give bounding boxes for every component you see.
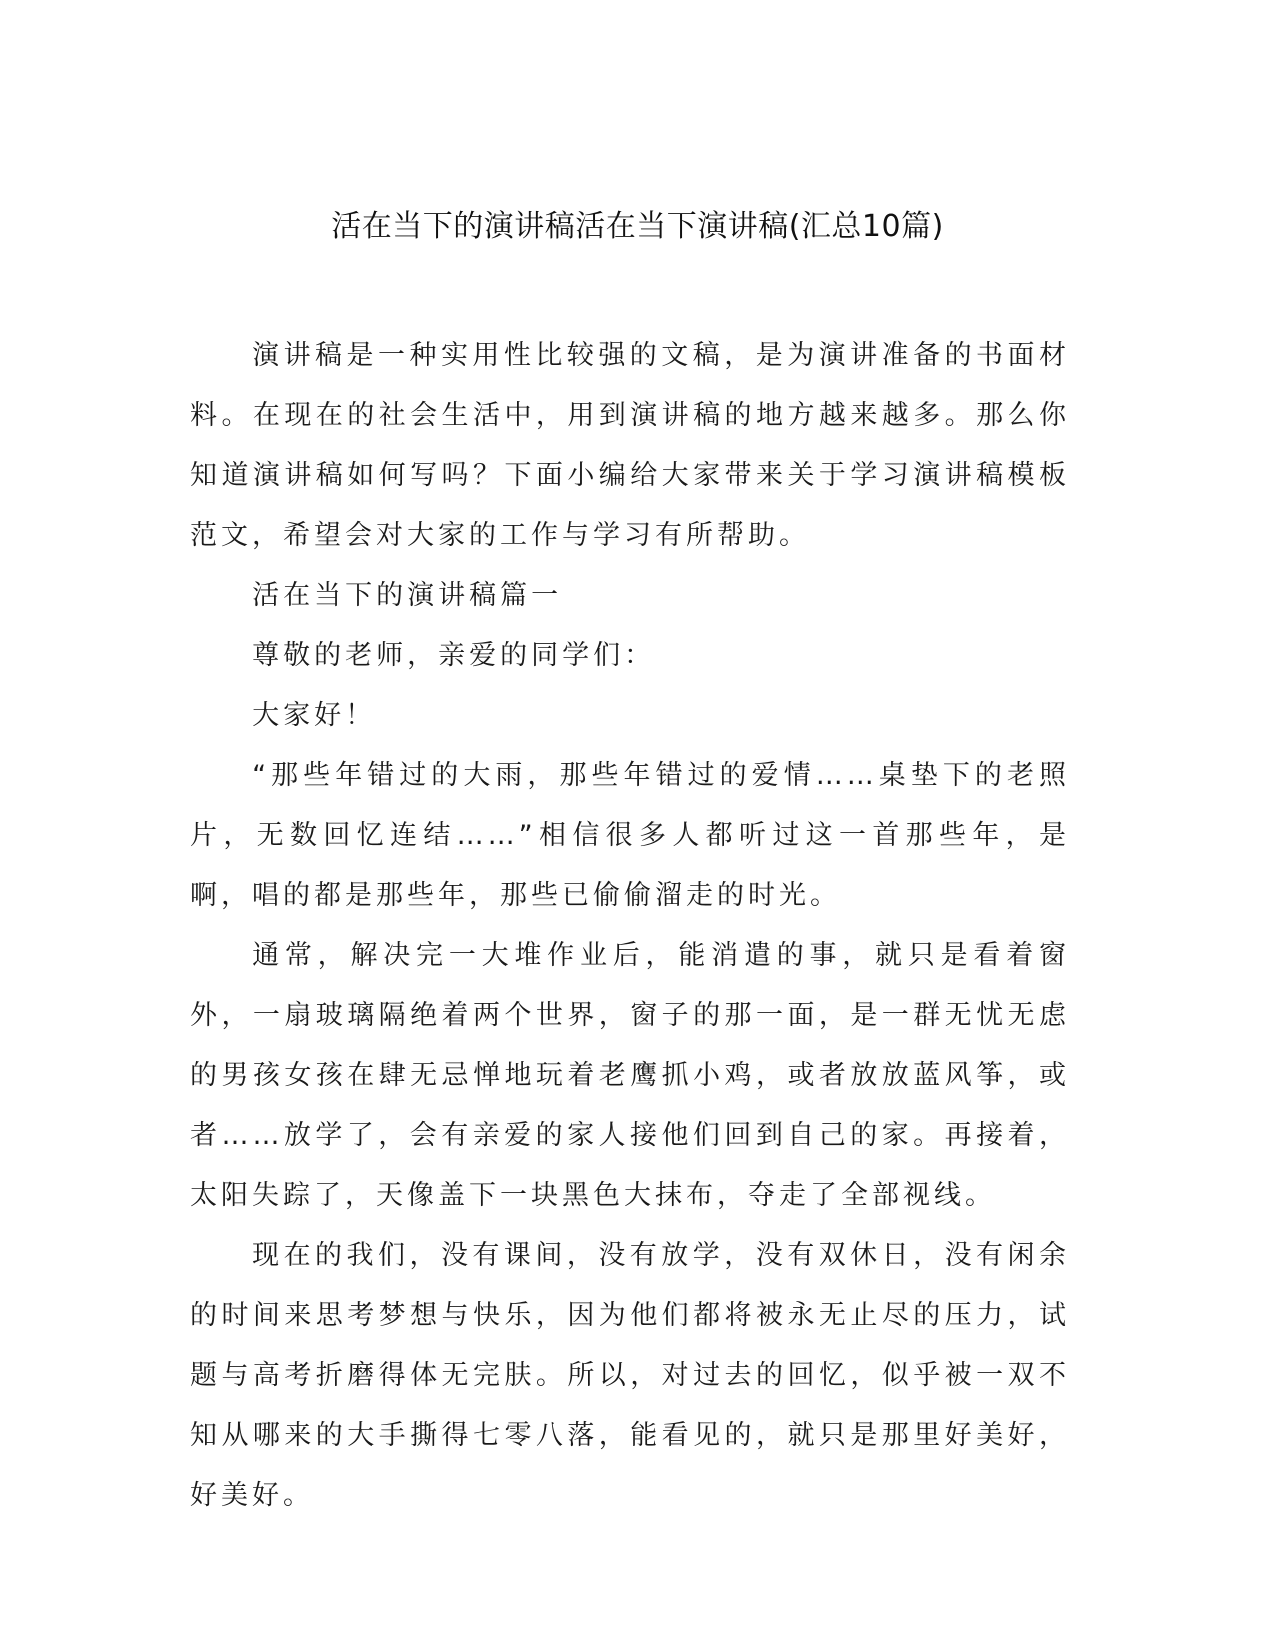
greeting: 大家好！ xyxy=(252,700,377,731)
body-paragraph-2: 通常，解决完一大堆作业后，能消遣的事，就只是看着窗外，一扇玻璃隔绝着两个世界，窗子的那一面，是一群无忧无虑的男孩女孩在肆无忌惮地玩着老鹰抓小鸡，或者放放蓝风筝，或者……放学了，会有亲爱的家人接他们回到自己的家。再接着，太阳失踪了，天像盖下一块黑色大抹布，夺走了全部视线。 xyxy=(190,940,1070,1211)
document-body xyxy=(190,326,1070,1526)
body-paragraph-1: “那些年错过的大雨，那些年错过的爱情……桌垫下的老照片，无数回忆连结……”相信很多人都听过这一首那些年，是啊，唱的都是那些年，那些已偷偷溜走的时光。 xyxy=(190,760,1070,911)
section-heading: 活在当下的演讲稿篇一 xyxy=(252,580,563,611)
intro-paragraph: 演讲稿是一种实用性比较强的文稿，是为演讲准备的书面材料。在现在的社会生活中，用到演讲稿的地方越来越多。那么你知道演讲稿如何写吗？下面小编给大家带来关于学习演讲稿模板范文，希望会对大家的工作与学习有所帮助。 xyxy=(190,340,1070,551)
salutation: 尊敬的老师，亲爱的同学们： xyxy=(252,640,656,671)
document-title: 活在当下的演讲稿活在当下演讲稿(汇总10篇) xyxy=(331,209,944,244)
body-paragraph-3: 现在的我们，没有课间，没有放学，没有双休日，没有闲余的时间来思考梦想与快乐，因为他们都将被永无止尽的压力，试题与高考折磨得体无完肤。所以，对过去的回忆，似乎被一双不知从哪来的大手撕得七零八落，能看见的，就只是那里好美好，好美好。 xyxy=(190,1240,1070,1511)
